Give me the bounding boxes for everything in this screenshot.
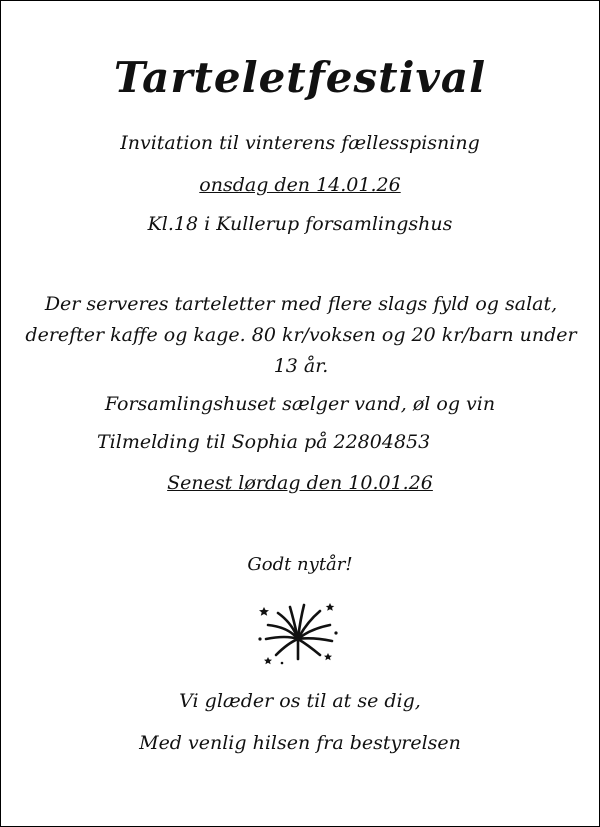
invitation-subtitle: Invitation til vinterens fællesspisning	[120, 132, 480, 154]
signup-info: Tilmelding til Sophia på 22804853	[97, 431, 431, 453]
event-date: onsdag den 14.01.26	[199, 174, 401, 196]
signature-line: Med venlig hilsen fra bestyrelsen	[139, 732, 461, 754]
firework-icon	[256, 599, 340, 667]
invitation-title: Tarteletfestival	[113, 53, 487, 102]
drinks-info: Forsamlingshuset sælger vand, øl og vin	[104, 393, 496, 415]
new-year-greeting: Godt nytår!	[247, 554, 353, 575]
event-time-place: Kl.18 i Kullerup forsamlingshus	[147, 213, 453, 235]
event-description: Der serveres tarteletter med flere slags fyld og salat, derefter kaffe og kage. 80 kr/voksen og 20 kr/barn under 13 år.	[25, 293, 577, 377]
signup-deadline: Senest lørdag den 10.01.26	[167, 472, 433, 494]
closing-line: Vi glæder os til at se dig,	[179, 690, 421, 712]
